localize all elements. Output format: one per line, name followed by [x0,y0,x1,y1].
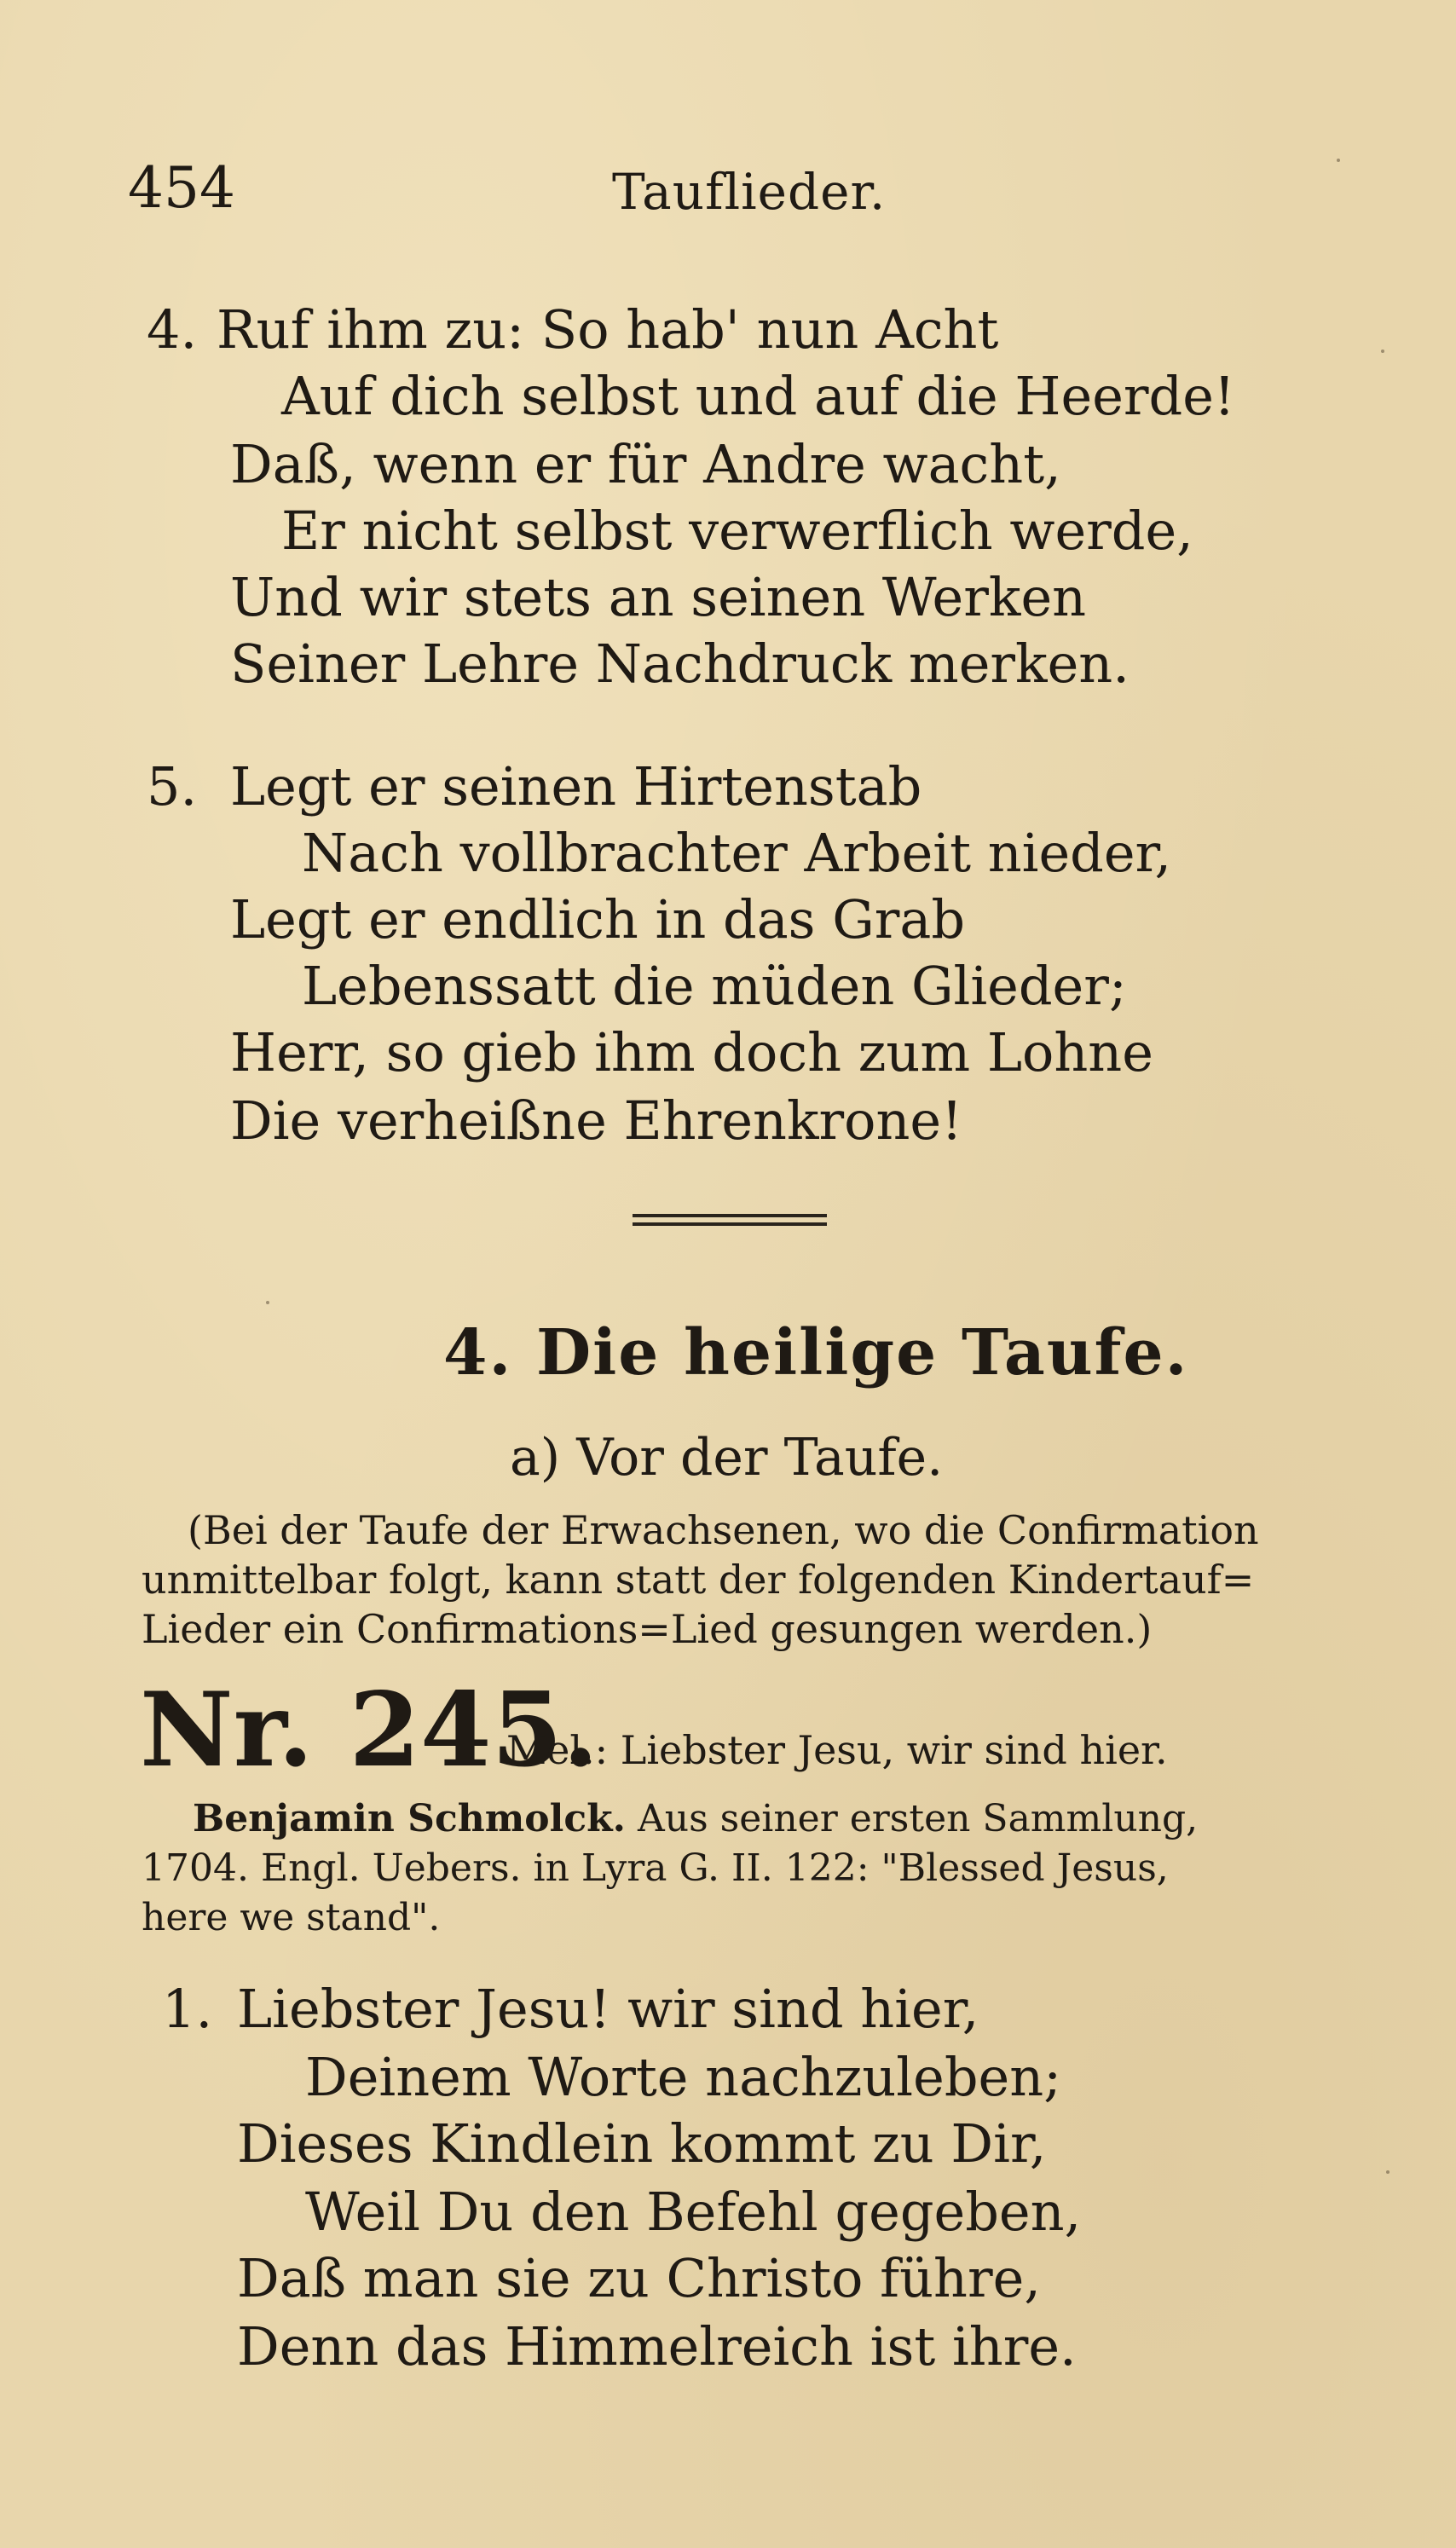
stanza-number: 4. [147,298,198,361]
hymn-source-line: 1704. Engl. Uebers. in Lyra G. II. 122: "Blessed Jesus, [142,1846,1169,1890]
verse-line: Seiner Lehre Nachdruck merken. [230,633,1130,695]
verse-line: Denn das Himmelreich ist ihre. [237,2315,1077,2378]
stanza-number: 1. [162,1978,213,2040]
hymn-source-line: here we stand". [142,1896,441,1939]
verse-line: Ruf ihm zu: So hab' nun Acht [217,298,999,361]
verse-line: Weil Du den Befehl gegeben, [305,2181,1082,2243]
verse-line: Er nicht selbst verwerflich werde, [281,500,1193,562]
divider-rule-top [633,1214,827,1217]
verse-line: Und wir stets an seinen Werken [230,566,1087,628]
hymn-melody: Mel.: Liebster Jesu, wir sind hier. [506,1727,1168,1773]
verse-line: Nach vollbrachter Arbeit nieder, [302,822,1172,884]
verse-line: Die verheißne Ehrenkrone! [230,1089,963,1152]
paper-speck [266,1301,269,1304]
verse-line: Daß man sie zu Christo führe, [237,2247,1041,2309]
hymn-number: Nr. 245. [140,1670,598,1790]
note-line: Lieder ein Confirmations=Lied gesungen werden.) [142,1606,1153,1652]
verse-line: Herr, so gieb ihm doch zum Lohne [230,1021,1153,1083]
running-head: Tauflieder. [612,163,887,221]
verse-line: Auf dich selbst und auf die Heerde! [281,365,1235,427]
hymn-source-line [193,1797,1199,1840]
subsection-title: a) Vor der Taufe. [510,1428,944,1488]
divider-rule-bottom [633,1222,827,1226]
hymn-author: Benjamin Schmolck. [193,1797,626,1840]
section-title: 4. Die heilige Taufe. [443,1316,1189,1390]
verse-line: Dieses Kindlein kommt zu Dir, [237,2112,1047,2175]
verse-line: Lebenssatt die müden Glieder; [302,955,1127,1017]
verse-line: Legt er endlich in das Grab [230,888,966,950]
verse-line: Deinem Worte nachzuleben; [305,2046,1062,2108]
verse-line: Liebster Jesu! wir sind hier, [237,1978,979,2040]
note-line: (Bei der Taufe der Erwachsenen, wo die Confirmation [188,1507,1259,1553]
page-number: 454 [128,155,235,221]
paper-speck [1381,350,1384,353]
verse-line: Legt er seinen Hirtenstab [230,755,922,818]
verse-line: Daß, wenn er für Andre wacht, [230,433,1061,495]
stanza-number: 5. [147,755,198,818]
hymn-source: Aus seiner ersten Sammlung, [637,1797,1199,1840]
paper-speck [1337,159,1340,162]
note-line: unmittelbar folgt, kann statt der folgenden Kindertauf= [142,1557,1255,1603]
paper-speck [1386,2170,1390,2174]
